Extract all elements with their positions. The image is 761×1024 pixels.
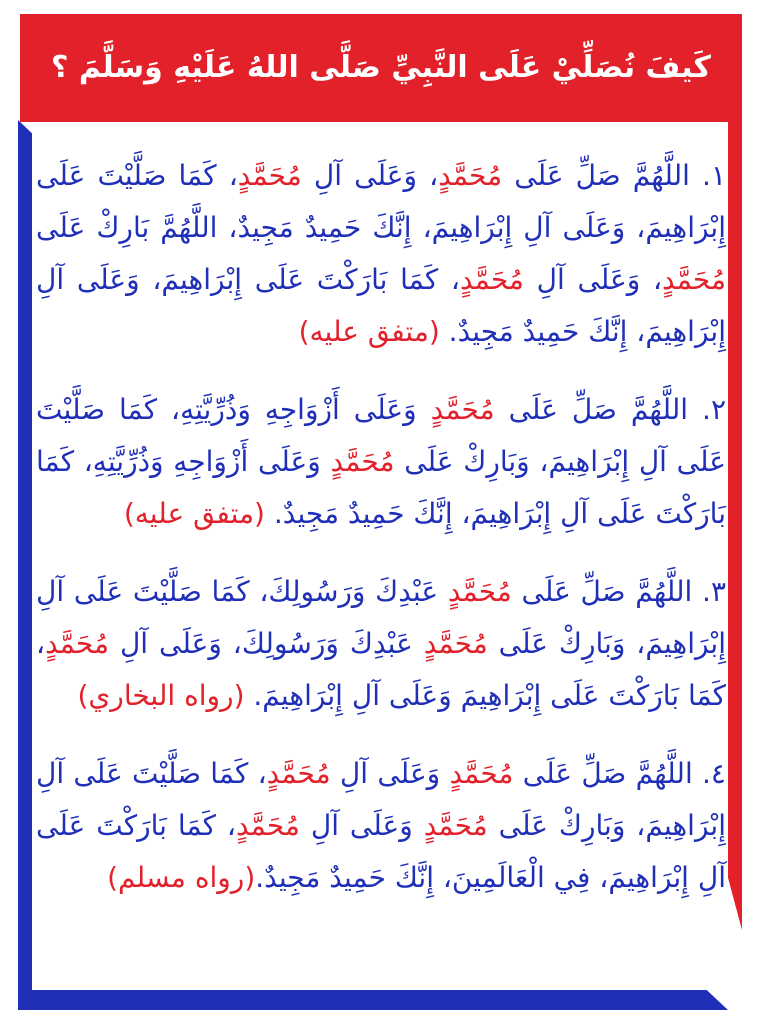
text-segment: ، كَمَا صَلَّيْتَ عَلَى إِبْرَاهِيمَ، وَعَلَى آلِ إِبْرَاهِيمَ، إِنَّكَ حَمِيدٌ مَجِيدٌ، اللَّهُمَّ بَارِكْ عَلَى [36, 159, 726, 244]
supplications-list [36, 150, 726, 930]
prophet-name: مُحَمَّدٍ [235, 809, 300, 842]
title-banner [20, 14, 742, 122]
supplication-item-4 [36, 748, 726, 904]
hadith-source: (رواه مسلم) [107, 861, 256, 894]
text-segment: ، وَعَلَى آلِ [301, 159, 439, 192]
text-segment: ، وَعَلَى آلِ [523, 263, 663, 296]
text-segment: وَعَلَى أَزْوَاجِهِ وَذُرِّيَّتِهِ، كَمَا صَلَّيْتَ عَلَى آلِ إِبْرَاهِيمَ، وَبَارِكْ عَلَى [36, 393, 726, 478]
prophet-name: مُحَمَّدٍ [449, 757, 514, 790]
prophet-name: مُحَمَّدٍ [266, 757, 331, 790]
text-segment: وَعَلَى آلِ [299, 809, 424, 842]
blue-frame-bottom [18, 990, 728, 1010]
prophet-name: مُحَمَّدٍ [423, 809, 488, 842]
supplication-item-1 [36, 150, 726, 358]
prophet-name: مُحَمَّدٍ [330, 445, 395, 478]
blue-frame-left [18, 120, 32, 1010]
prophet-name: مُحَمَّدٍ [45, 627, 110, 660]
item-number: ٢. [702, 393, 726, 426]
hadith-source: (رواه البخاري) [77, 679, 245, 712]
text-segment: اللَّهُمَّ صَلِّ عَلَى [502, 159, 703, 192]
text-segment: عَبْدِكَ وَرَسُولِكَ، كَمَا صَلَّيْتَ عَلَى آلِ إِبْرَاهِيمَ، وَبَارِكْ عَلَى [36, 575, 726, 660]
text-segment: ، كَمَا بَارَكْتَ عَلَى إِبْرَاهِيمَ وَعَلَى آلِ إِبْرَاهِيمَ. [36, 627, 726, 712]
text-segment: اللَّهُمَّ صَلِّ عَلَى [511, 575, 703, 608]
text-segment: اللَّهُمَّ صَلِّ عَلَى [513, 757, 703, 790]
prophet-name: مُحَمَّدٍ [662, 263, 726, 296]
text-segment: عَبْدِكَ وَرَسُولِكَ، وَعَلَى آلِ [109, 627, 424, 660]
text-segment: ، كَمَا صَلَّيْتَ عَلَى آلِ إِبْرَاهِيمَ، وَبَارِكْ عَلَى [36, 757, 726, 842]
item-number: ١. [702, 159, 726, 192]
prophet-name: مُحَمَّدٍ [447, 575, 512, 608]
page-title: كَيفَ نُصَلِّيْ عَلَى النَّبِيِّ صَلَّى اللهُ عَلَيْهِ وَسَلَّمَ ؟ [51, 50, 711, 85]
hadith-source: (متفق عليه) [123, 497, 265, 530]
text-segment: ، كَمَا بَارَكْتَ عَلَى إِبْرَاهِيمَ، وَعَلَى آلِ إِبْرَاهِيمَ، إِنَّكَ حَمِيدٌ مَجِيدٌ. [36, 263, 726, 348]
prophet-name: مُحَمَّدٍ [459, 263, 524, 296]
prophet-name: مُحَمَّدٍ [423, 627, 488, 660]
supplication-item-3 [36, 566, 726, 722]
text-segment: اللَّهُمَّ صَلِّ عَلَى [494, 393, 703, 426]
text-segment: وَعَلَى أَزْوَاجِهِ وَذُرِّيَّتِهِ، كَمَا بَارَكْتَ عَلَى آلِ إِبْرَاهِيمَ، إِنَّكَ حَمِيدٌ مَجِيدٌ. [36, 445, 726, 530]
item-number: ٣. [702, 575, 726, 608]
text-segment: وَعَلَى آلِ [330, 757, 450, 790]
prophet-name: مُحَمَّدٍ [438, 159, 503, 192]
prophet-name: مُحَمَّدٍ [430, 393, 495, 426]
red-frame-right [728, 60, 742, 930]
text-segment: ، كَمَا بَارَكْتَ عَلَى آلِ إِبْرَاهِيمَ، فِي الْعَالَمِينَ، إِنَّكَ حَمِيدٌ مَجِيدٌ. [36, 809, 726, 894]
prophet-name: مُحَمَّدٍ [237, 159, 302, 192]
hadith-source: (متفق عليه) [298, 315, 440, 348]
supplication-item-2 [36, 384, 726, 540]
item-number: ٤. [702, 757, 726, 790]
